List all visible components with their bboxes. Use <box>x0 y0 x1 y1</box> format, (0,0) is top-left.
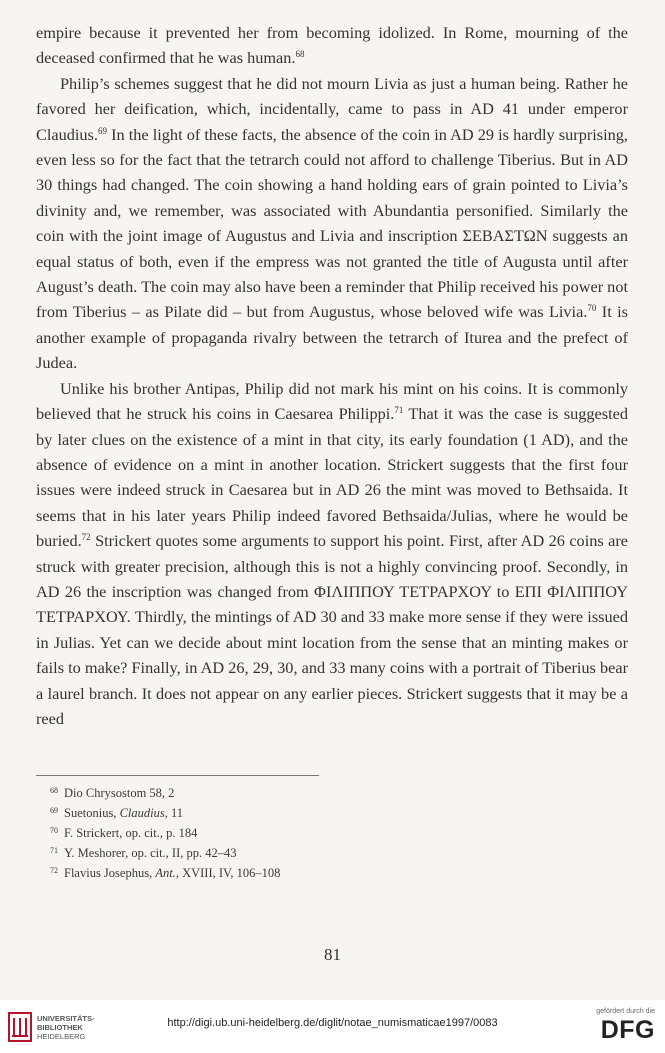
dfg-logo[interactable] <box>596 1008 655 1043</box>
digitization-footer <box>0 1000 665 1053</box>
funded-by-label: gefördert durch die <box>596 1008 655 1015</box>
source-url-link[interactable]: http://digi.ub.uni-heidelberg.de/diglit/notae_numismaticae1997/0083 <box>167 1017 498 1029</box>
footnote-68: $^{68}$ Dio Chrysostom 58, 2 <box>50 786 175 800</box>
body-text <box>36 20 628 731</box>
footnote-ref-72[interactable]: 72 <box>81 532 91 543</box>
paragraph-3: Unlike his brother Antipas, Philip did not mark his mint on his coins. It is commonly believed that he struck his coins in Caesarea Philippi.$^{71}$ That it was the case is suggested by later clues on the existence of a mint in that city, its early foundation (1 AD), and the absence of evidence on a mint in another location. Strickert suggests that the first four issues were indeed struck in Caesarea but in AD 26 the mint was moved to Bethsaida. It seems that in his later years Philip indeed favored Bethsaida/Julias, where he would be buried.$^{72}$ Strickert quotes some arguments to support his point. First, after AD 26 coins are struck with greater precision, although this is not a highly convincing proof. Secondly, in AD 26 the inscription was changed from ΦΙΛΙΠΠΟΥ ΤΕΤΡΑΡΧΟΥ to ΕΠΙ ΦΙΛΙΠΠΟΥ ΤΕΤΡΑΡΧΟΥ. Thirdly, the mintings of AD 30 and 33 make more sense if they were issued in Julias. Yet can we decide about mint location from the sense that an minting makes or fails to make? Finally, in AD 26, 29, 30, and 33 many coins with a portrait of Tiberius bear a laurel branch. It does not appear on any earlier pieces. Strickert suggests that it may be a reed <box>36 378 628 728</box>
footnote-separator <box>36 775 319 776</box>
footnote-69: $^{69}$ Suetonius, Claudius, 11 <box>50 806 184 820</box>
paragraph-2: Philip’s schemes suggest that he did not mourn Livia as just a human being. Rather he favored her deification, which, incidentally, came to pass in AD 41 under emperor Claudius.$^{69}$ In the light of these facts, the absence of the coin in AD 29 is hardly surprising, even less so for the fact that the tetrarch could not afford to challenge Tiberius. But in AD 30 things had changed. The coin showing a hand holding ears of grain pointed to Livia’s divinity and, we remember, was associated with Abundantia personified. Similarly the coin with the joint image of Augustus and Livia and inscription ΣΕΒΑΣΤΩΝ suggests an equal status of both, even if the empress was not granted the title of Augusta until after August’s death. The coin may also have been a reminder that Philip received his power not from Tiberius – as Pilate did – but from Augustus, whose beloved wife was Livia.$^{70}$ It is another example of propaganda rivalry between the tetrarch of Iturea and the prefect of Judea. <box>36 73 628 373</box>
footnote-72: $^{72}$ Flavius Josephus, Ant., XVIII, IV, 106–108 <box>50 866 281 880</box>
page-number: 81 <box>324 945 341 964</box>
footnote-ref-70[interactable]: 70 <box>587 303 597 314</box>
footnote-ref-69[interactable]: 69 <box>97 125 107 136</box>
dfg-wordmark: DFG <box>600 1016 655 1044</box>
university-library-name: UNIVERSITÄTS- BIBLIOTHEK HEIDELBERG <box>37 1014 95 1041</box>
paragraph-1: empire because it prevented her from becoming idolized. In Rome, mourning of the deceased confirmed that he was human.$^{68}$ <box>36 23 628 68</box>
footnote-70: $^{70}$ F. Strickert, op. cit., p. 184 <box>50 826 198 840</box>
footnote-71: $^{71}$ Y. Meshorer, op. cit., II, pp. 42–43 <box>50 846 237 860</box>
footnote-ref-71[interactable]: 71 <box>394 405 404 416</box>
footnote-ref-68[interactable]: 68 <box>295 49 305 60</box>
footnotes <box>50 782 280 882</box>
